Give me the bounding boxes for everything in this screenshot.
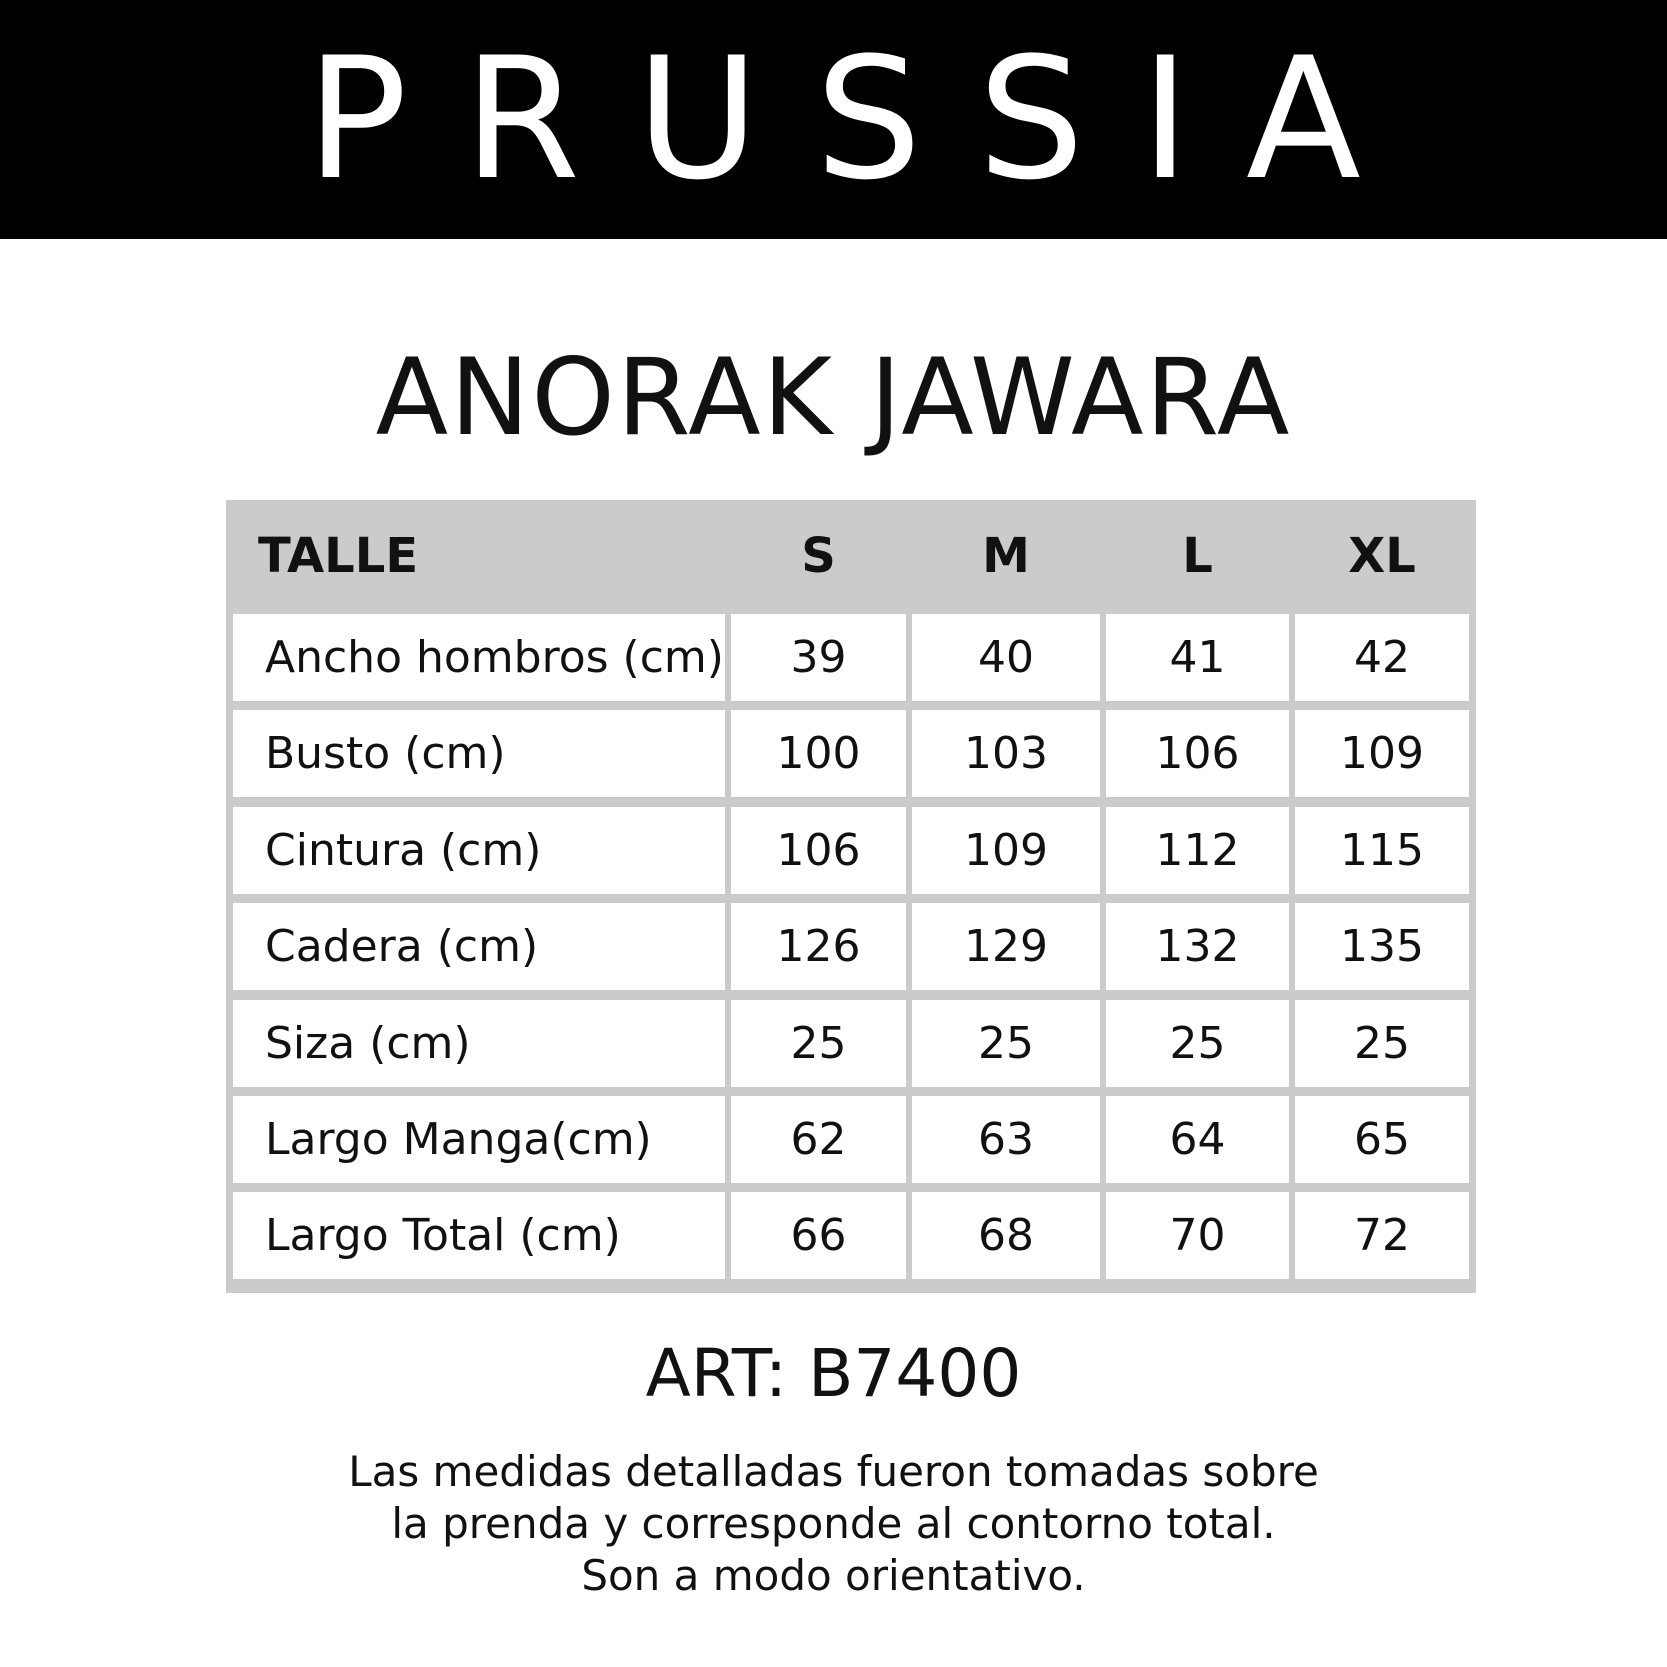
table-row-label: Ancho hombros (cm)	[233, 614, 725, 701]
table-cell-size-xl: 135	[1295, 903, 1469, 990]
table-header-label: TALLE	[258, 528, 419, 584]
table-cell-size-l: 132	[1106, 903, 1289, 990]
table-cell-size-s: 39	[731, 614, 906, 701]
disclaimer-line: Las medidas detalladas fueron tomadas sobre	[348, 1447, 1319, 1496]
table-cell-size-xl: 25	[1295, 1000, 1469, 1087]
table-row-label: Siza (cm)	[233, 1000, 725, 1087]
table-cell-size-m: 68	[912, 1192, 1100, 1279]
size-chart-table	[226, 500, 1476, 1293]
table-cell-size-m: 109	[912, 807, 1100, 894]
table-cell-size-m: 103	[912, 710, 1100, 797]
table-cell-size-m: 25	[912, 1000, 1100, 1087]
table-cell-size-m: 129	[912, 903, 1100, 990]
disclaimer-line: la prenda y corresponde al contorno total.	[391, 1499, 1276, 1548]
table-header-size-l: L	[1182, 528, 1213, 584]
table-cell-size-l: 70	[1106, 1192, 1289, 1279]
article-code: ART: B7400	[645, 1335, 1022, 1412]
table-cell-size-l: 41	[1106, 614, 1289, 701]
table-row-label: Cintura (cm)	[233, 807, 725, 894]
brand-header-bar	[0, 0, 1667, 239]
table-cell-size-m: 40	[912, 614, 1100, 701]
table-cell-size-l: 25	[1106, 1000, 1289, 1087]
table-cell-size-xl: 65	[1295, 1096, 1469, 1183]
table-header-size-m: M	[982, 528, 1030, 584]
table-cell-size-s: 62	[731, 1096, 906, 1183]
table-row-label: Cadera (cm)	[233, 903, 725, 990]
table-cell-size-xl: 115	[1295, 807, 1469, 894]
table-header-size-xl: XL	[1348, 528, 1416, 584]
table-cell-size-l: 106	[1106, 710, 1289, 797]
table-header-size-s: S	[801, 528, 836, 584]
disclaimer-line: Son a modo orientativo.	[581, 1551, 1086, 1600]
table-cell-size-s: 100	[731, 710, 906, 797]
table-row-label: Busto (cm)	[233, 710, 725, 797]
table-cell-size-xl: 109	[1295, 710, 1469, 797]
table-cell-size-xl: 72	[1295, 1192, 1469, 1279]
table-cell-size-s: 25	[731, 1000, 906, 1087]
table-cell-size-l: 112	[1106, 807, 1289, 894]
product-title: ANORAK JAWARA	[375, 336, 1292, 459]
table-cell-size-s: 66	[731, 1192, 906, 1279]
brand-logo-text: PRUSSIA	[306, 21, 1417, 217]
table-cell-size-s: 106	[731, 807, 906, 894]
measurement-disclaimer	[0, 1446, 1667, 1602]
table-row-label: Largo Total (cm)	[233, 1192, 725, 1279]
table-cell-size-l: 64	[1106, 1096, 1289, 1183]
table-row-label: Largo Manga(cm)	[233, 1096, 725, 1183]
table-cell-size-m: 63	[912, 1096, 1100, 1183]
table-cell-size-xl: 42	[1295, 614, 1469, 701]
table-cell-size-s: 126	[731, 903, 906, 990]
